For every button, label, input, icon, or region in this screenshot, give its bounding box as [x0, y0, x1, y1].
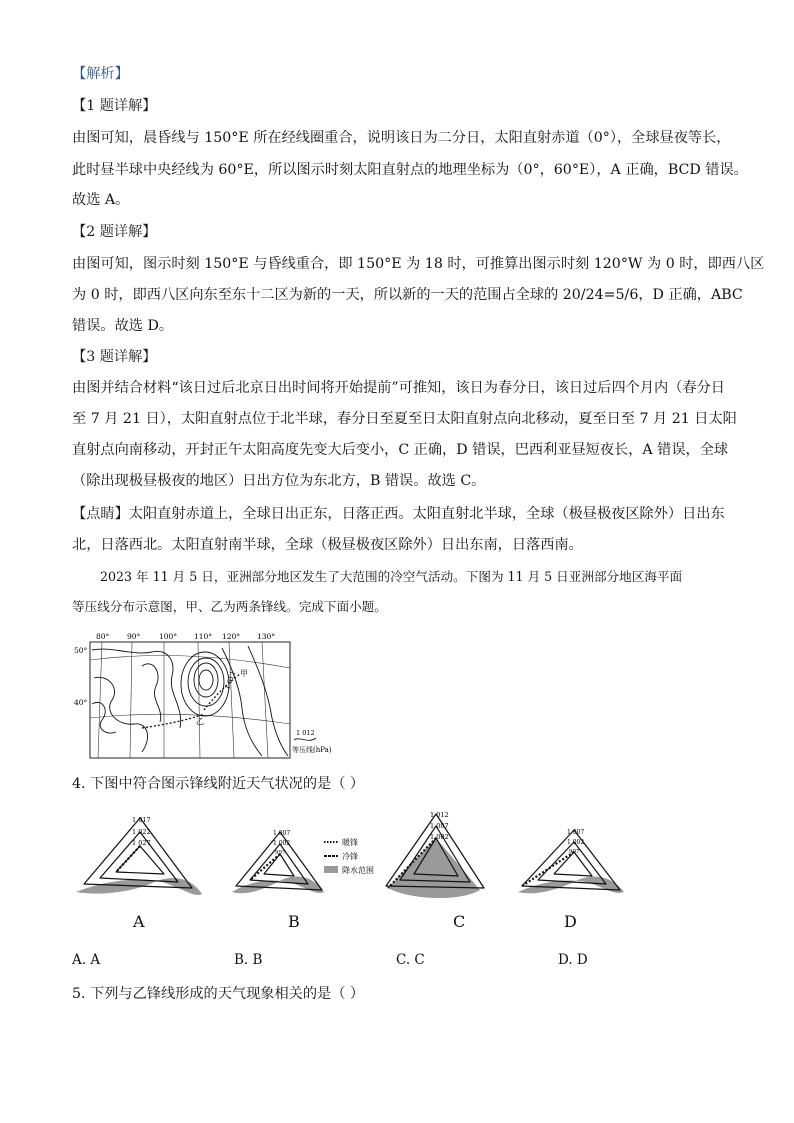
tip-line-1: [72, 504, 725, 524]
isobar-inner: [554, 852, 592, 876]
diagram-d: [516, 826, 628, 900]
lon-label-100: 100°: [159, 632, 178, 641]
option-b[interactable]: B. B: [234, 952, 263, 968]
isobar-label-2: 1 007: [430, 822, 449, 830]
front-line: [250, 854, 280, 880]
tip-title: 【点睛】: [72, 506, 129, 522]
isobar-contours: [92, 646, 288, 756]
intro-line-2: 等压线分布示意图，甲、乙为两条锋线。完成下面小题。: [72, 599, 387, 614]
isobar-label-1: 1 007: [273, 830, 291, 837]
isobar-label-3: 1 027: [132, 839, 151, 847]
legend-cold: 冷锋: [342, 852, 358, 861]
legend-rain: 降水范围: [342, 866, 374, 875]
isobar-label-2: 1 002: [567, 839, 585, 846]
legend-warm: 暖锋: [342, 838, 358, 847]
lon-label-110: 110°: [194, 632, 213, 641]
q1-title: 【1 题详解】: [72, 98, 157, 114]
meridians: [98, 642, 268, 758]
diagram-a: [70, 812, 212, 904]
q3-title: 【3 题详解】: [72, 349, 157, 365]
diagram-a-letter: A: [133, 912, 145, 931]
latitude-line-50: [90, 656, 290, 669]
lon-label-80: 80°: [96, 632, 110, 641]
rain-area-symbol: [324, 866, 338, 873]
analysis-header: 【解析】: [72, 66, 129, 82]
isobar-label-1: 1 012: [430, 811, 449, 819]
option-c[interactable]: C. C: [396, 952, 425, 968]
rain-area: [232, 877, 324, 894]
isobar-map: [72, 628, 334, 762]
tip-line-2: 北，日落西北。太阳直射南半球，全球（极昼极夜区除外）日出东南，日落西南。: [72, 537, 583, 553]
diagram-c-letter: C: [453, 912, 466, 931]
legend-isobar-sample: [294, 738, 316, 740]
intro-line-1: 2023 年 11 月 5 日，亚洲部分地区发生了大范围的冷空气活动。下图为 11 月 5 日亚洲部分地区海平面: [100, 569, 683, 584]
option-d[interactable]: D. D: [558, 952, 588, 968]
q3-line-4: （除出现极昼极夜的地区）日出方位为东北方，B 错误。故选 C。: [72, 473, 486, 489]
diagram-b-letter: B: [288, 912, 300, 931]
q3-line-2: 至 7 月 21 日），太阳直射点位于北半球，春分日至夏至日太阳直射点向北移动，夏至日至 7 月 21 日太阳: [72, 411, 737, 427]
isobar-label-1: 1 007: [567, 829, 585, 836]
isobar-label-3: 997: [275, 850, 286, 856]
q2-line-2: 为 0 时，即西八区向东至东十二区为新的一天，所以新的一天的范围占全球的 20/24=5/6，D 正确，ABC: [72, 287, 743, 303]
q2-line-1: 由图可知，图示时刻 150°E 与昏线重合，即 150°E 为 18 时，可推算出图示时刻 120°W 为 0 时，即西八区: [72, 256, 765, 272]
q5-stem: 5. 下列与乙锋线形成的天气现象相关的是（ ）: [72, 986, 365, 1002]
isobar-label-2: 1 022: [132, 828, 151, 836]
q1-line-3: 故选 A。: [72, 192, 130, 208]
lon-label-130: 130°: [257, 632, 276, 641]
front-yi-line: [142, 714, 204, 728]
rain-area: [388, 838, 480, 898]
isobar-label-2: 1 002: [273, 840, 291, 847]
q3-line-1: 由图并结合材料“该日过后北京日出时间将开始提前”可推知，该日为春分日，该日过后四个月内（春分日: [72, 380, 725, 396]
q1-line-2: 此时昼半球中央经线为 60°E，所以图示时刻太阳直射点的地理坐标为（0°，60°E），A 正确，BCD 错误。: [72, 162, 748, 178]
lon-label-90: 90°: [127, 632, 141, 641]
legend-isobar-text: 等压线(hPa): [292, 746, 332, 754]
lat-label-50: 50°: [74, 646, 88, 655]
q2-title: 【2 题详解】: [72, 224, 157, 240]
isobar-label-1: 1 017: [132, 816, 151, 824]
diagram-c: [380, 806, 492, 902]
diagram-b: [228, 826, 328, 900]
front-yi-label: 乙: [196, 717, 204, 726]
isobar-inner: [116, 846, 164, 874]
q4-stem: 4. 下图中符合图示锋线附近天气状况的是（ ）: [72, 776, 365, 792]
q1-line-1: 由图可知，晨昏线与 150°E 所在经线圈重合，说明该日为二分日，太阳直射赤道（0°），全球昼夜等长，: [72, 130, 731, 146]
tip-text-1: 太阳直射赤道上，全球日出正东，日落正西。太阳直射北半球，全球（极昼极夜区除外）日出东: [128, 506, 725, 522]
legend-isobar-value: 1 012: [296, 729, 315, 737]
contour-value-label: 1 012: [223, 670, 238, 691]
lat-label-40: 40°: [74, 698, 88, 707]
isobar-label-3: 997: [569, 849, 580, 855]
lon-label-120: 120°: [222, 632, 241, 641]
q3-line-3: 直射点向南移动，开封正午太阳高度先变大后变小，C 正确，D 错误，巴西利亚昼短夜长，A 错误，全球: [72, 442, 729, 458]
front-jia-label: 甲: [240, 669, 248, 678]
front-legend: [322, 836, 386, 882]
diagram-d-letter: D: [564, 912, 577, 931]
isobar-label-3: 1 002: [430, 833, 449, 841]
option-a[interactable]: A. A: [72, 952, 101, 968]
q2-line-3: 错误。故选 D。: [72, 318, 174, 334]
